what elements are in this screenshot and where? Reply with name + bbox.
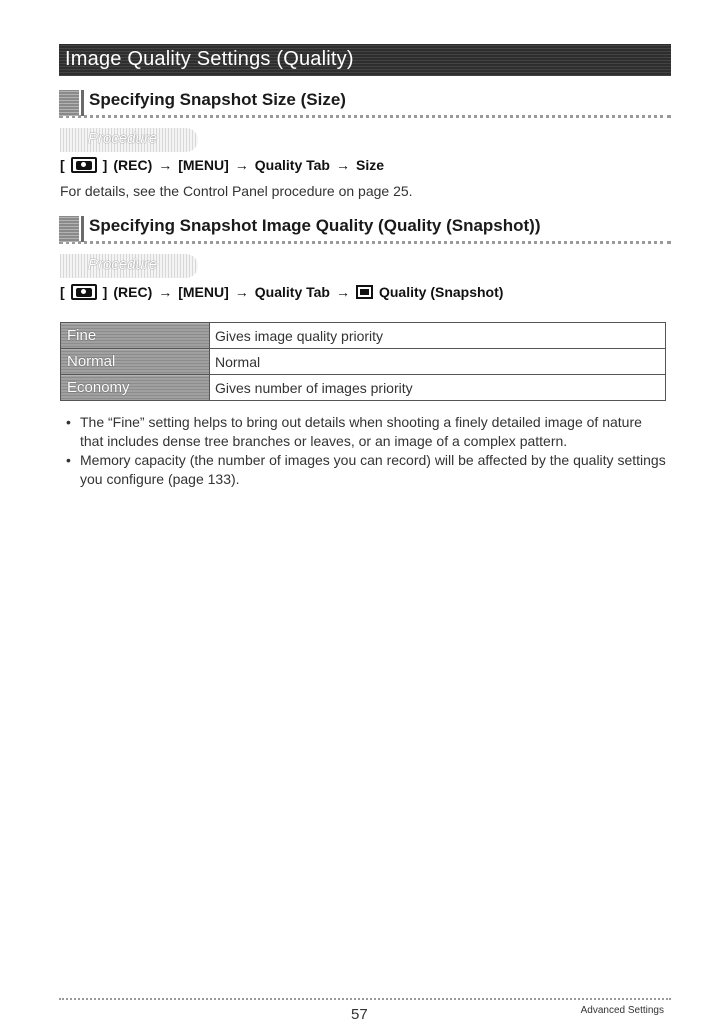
table-row <box>61 375 666 401</box>
quality-option-label: Fine <box>61 323 210 349</box>
table-row <box>61 349 666 375</box>
notes-list <box>66 413 666 489</box>
arrow-icon: → <box>158 157 173 173</box>
quality-option-description: Gives number of images priority <box>210 375 666 401</box>
quality-option-description: Gives image quality priority <box>210 323 666 349</box>
path-tab: Quality Tab <box>254 157 330 173</box>
section-marker-icon <box>59 90 79 116</box>
quality-option-label: Normal <box>61 349 210 375</box>
quality-option-description: Normal <box>210 349 666 375</box>
path-item: Quality (Snapshot) <box>378 284 504 300</box>
procedure-label: Procedure <box>88 130 158 147</box>
path-tab: Quality Tab <box>254 284 330 300</box>
quality-option-label: Economy <box>61 375 210 401</box>
path-mode: (REC) <box>113 157 153 173</box>
section-heading-size <box>59 88 671 118</box>
page-title-bar <box>59 44 671 76</box>
camera-icon <box>71 284 97 300</box>
table-row <box>61 323 666 349</box>
bracket-open: [ <box>60 157 65 173</box>
bracket-close: ] <box>102 284 108 300</box>
footer-section-title: Advanced Settings <box>580 1005 664 1016</box>
arrow-icon: → <box>158 284 173 300</box>
section-heading-text: Specifying Snapshot Size (Size) <box>89 90 346 109</box>
list-item: • Memory capacity (the number of images you can record) will be affected by the quality settings you configure (page 133). <box>66 451 666 489</box>
section-heading-text: Specifying Snapshot Image Quality (Quality (Snapshot)) <box>89 216 541 235</box>
arrow-icon: → <box>335 157 350 173</box>
quality-icon <box>356 285 373 299</box>
path-menu: [MENU] <box>178 157 229 173</box>
arrow-icon: → <box>234 284 249 300</box>
arrow-icon: → <box>335 284 350 300</box>
procedure-path-size <box>60 157 384 173</box>
path-menu: [MENU] <box>178 284 229 300</box>
procedure-tag <box>60 254 198 278</box>
procedure-tag <box>60 128 198 152</box>
control-panel-note: For details, see the Control Panel procedure on page 25. <box>60 183 413 199</box>
page-title: Image Quality Settings (Quality) <box>65 48 354 70</box>
quality-options-table <box>60 322 666 401</box>
section-heading-quality <box>59 214 671 244</box>
path-item: Size <box>355 157 384 173</box>
path-mode: (REC) <box>113 284 153 300</box>
procedure-path-quality <box>60 284 503 300</box>
bracket-close: ] <box>102 157 108 173</box>
page-number: 57 <box>351 1006 368 1023</box>
camera-icon <box>71 157 97 173</box>
footer-divider <box>59 998 671 1000</box>
procedure-label: Procedure <box>88 256 158 273</box>
bracket-open: [ <box>60 284 65 300</box>
arrow-icon: → <box>234 157 249 173</box>
list-item: • The “Fine” setting helps to bring out details when shooting a finely detailed image of nature that includes dense tree branches or leaves, or an image of a complex pattern. <box>66 413 666 451</box>
section-marker-icon <box>59 216 79 242</box>
